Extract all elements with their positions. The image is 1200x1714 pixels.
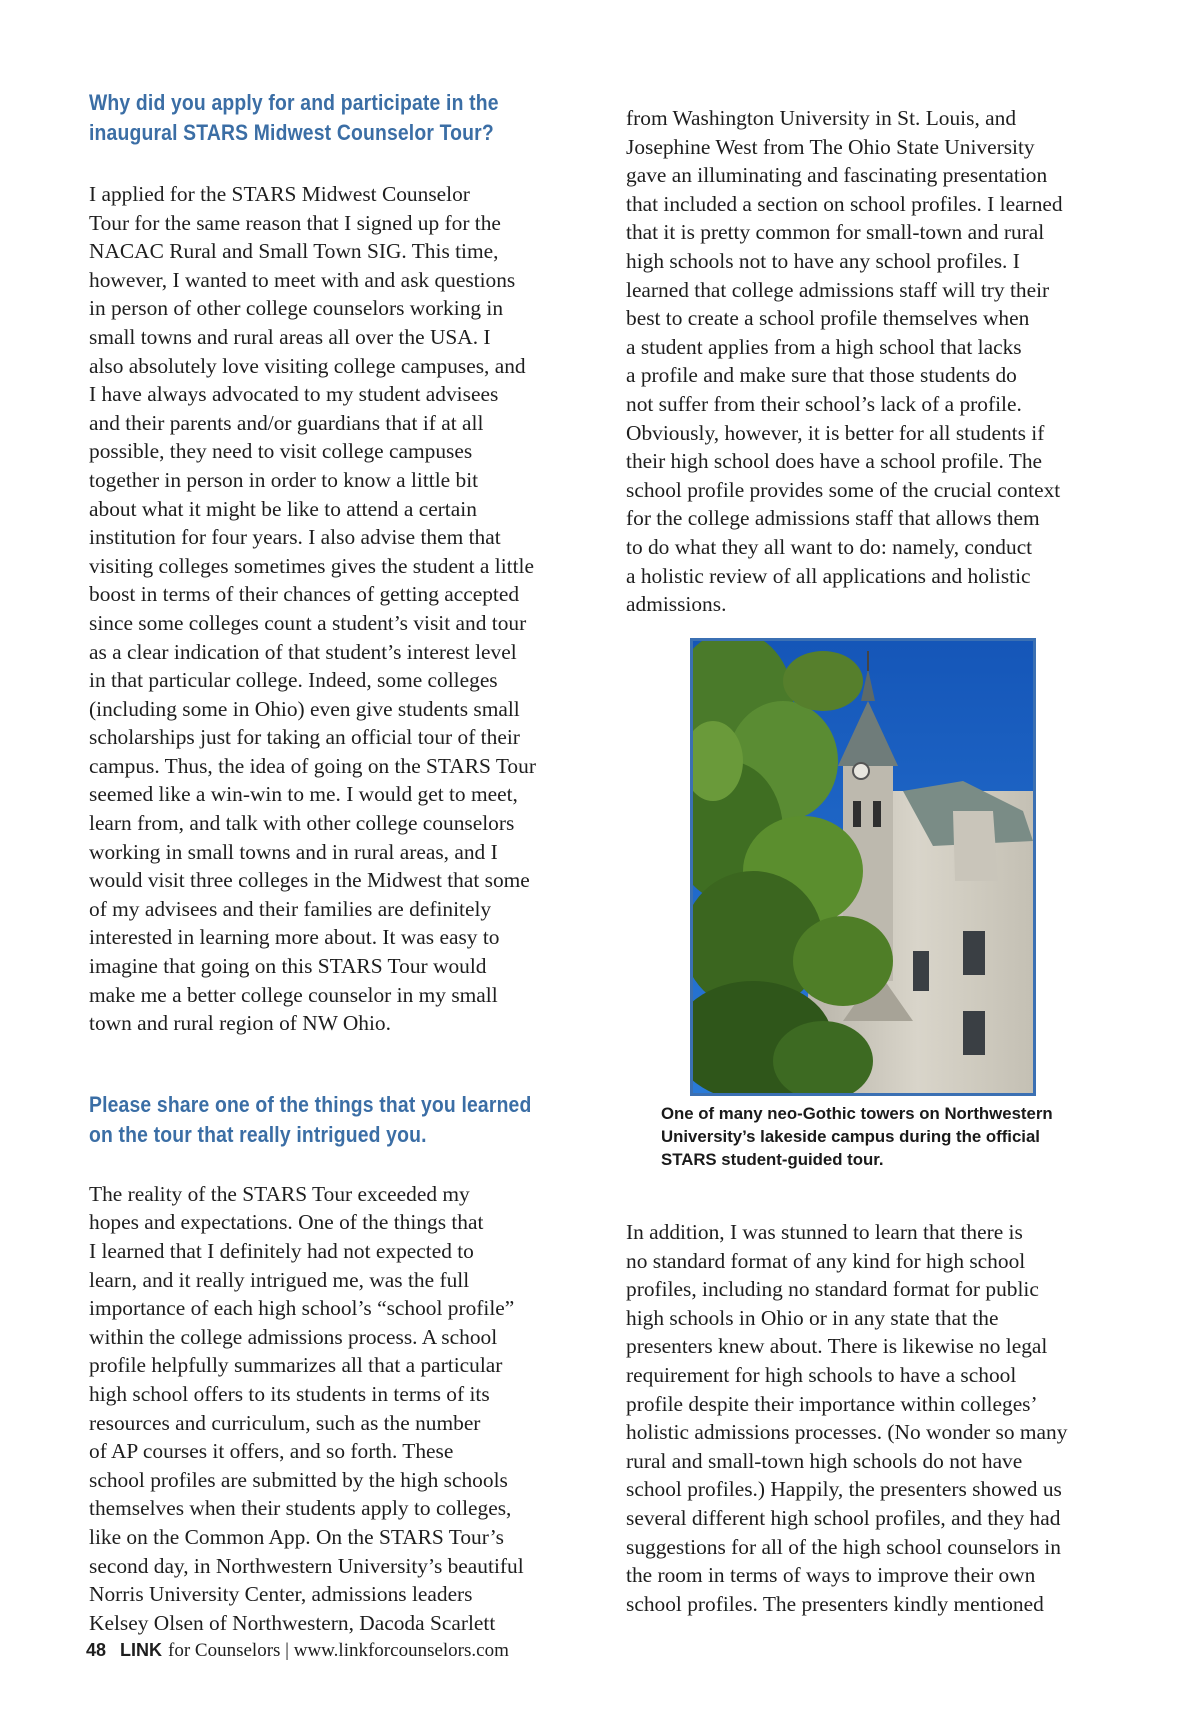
- question-heading-1: Why did you apply for and participate in the inaugural STARS Midwest Counselor Tour?: [89, 90, 499, 145]
- left-column: [89, 88, 589, 1637]
- right-column: [626, 104, 1126, 619]
- answer-paragraph-2: The reality of the STARS Tour exceeded my hopes and expectations. One of the things that I learned that I definitely had not expected to learn, and it really intrigued me, was the full importance of each high school’s “school profile” within the college admissions process. A school profile helpfully summarizes all that a particular high school offers to its students in terms of its resources and curriculum, such as the number of AP courses it offers, and so forth. These school profiles are submitted by the high schools themselves when their students apply to colleges, like on the Common App. On the STARS Tour’s second day, in Northwestern University’s beautiful Norris University Center, admissions leaders Kelsey Olsen of Northwestern, Dacoda Scarlett: [89, 1181, 524, 1635]
- tower-illustration: [693, 641, 1033, 1093]
- publication-brand: LINK: [120, 1640, 163, 1660]
- page-number: 48: [86, 1640, 107, 1660]
- continued-paragraph: from Washington University in St. Louis, and Josephine West from The Ohio State University gave an illuminating and fascinating presentation that included a section on school profiles. I learned that it is pretty common for small-town and rural high schools not to have any school profiles. I learned that college admissions staff will try their best to create a school profile themselves when a student applies from a high school that lacks a profile and make sure that those students do not suffer from their school’s lack of a profile. Obviously, however, it is better for all students if their high school does have a school profile. The school profile provides some of the crucial context for the college admissions staff that allows them to do what they all want to do: namely, conduct a holistic review of all applications and holistic admissions.: [626, 106, 1063, 617]
- photo-caption: One of many neo-Gothic towers on Northwestern University’s lakeside campus during the official STARS student-guided tour.: [661, 1104, 1053, 1169]
- publication-url: for Counselors | www.linkforcounselors.com: [168, 1640, 509, 1661]
- campus-tower-photo: [690, 638, 1036, 1096]
- page-footer: [86, 1638, 509, 1663]
- question-heading-2: Please share one of the things that you learned on the tour that really intrigued you.: [89, 1091, 532, 1147]
- addition-paragraph: In addition, I was stunned to learn that there is no standard format of any kind for high school profiles, including no standard format for public high schools in Ohio or in any state that the presenters knew about. There is likewise no legal requirement for high schools to have a school profile despite their importance within colleges’ holistic admissions processes. (No wonder so many rural and small-town high schools do not have school profiles.) Happily, the presenters showed us several different high school profiles, and they had suggestions for all of the high school counselors in the room in terms of ways to improve their own school profiles. The presenters kindly mentioned: [626, 1220, 1068, 1616]
- answer-paragraph-1: I applied for the STARS Midwest Counselor Tour for the same reason that I signed up for the NACAC Rural and Small Town SIG. This time, however, I wanted to meet with and ask questions in person of other college counselors working in small towns and rural areas all over the USA. I also absolutely love visiting college campuses, and I have always advocated to my student advisees and their parents and/or guardians that if at all possible, they need to visit college campuses together in person in order to know a little bit about what it might be like to attend a certain institution for four years. I also advise them that visiting colleges sometimes gives the student a little boost in terms of their chances of getting accepted since some colleges count a student’s visit and tour as a clear indication of that student’s interest level in that particular college. Indeed, some colleges (including some in Ohio) even give students small scholarships just for taking an official tour of their campus. Thus, the idea of going on the STARS Tour seemed like a win-win to me. I would get to meet, learn from, and talk with other college counselors working in small towns and in rural areas, and I would visit three colleges in the Midwest that some of my advisees and their families are definitely interested in learning more about. It was easy to imagine that going on this STARS Tour would make me a better college counselor in my small town and rural region of NW Ohio.: [89, 182, 536, 1036]
